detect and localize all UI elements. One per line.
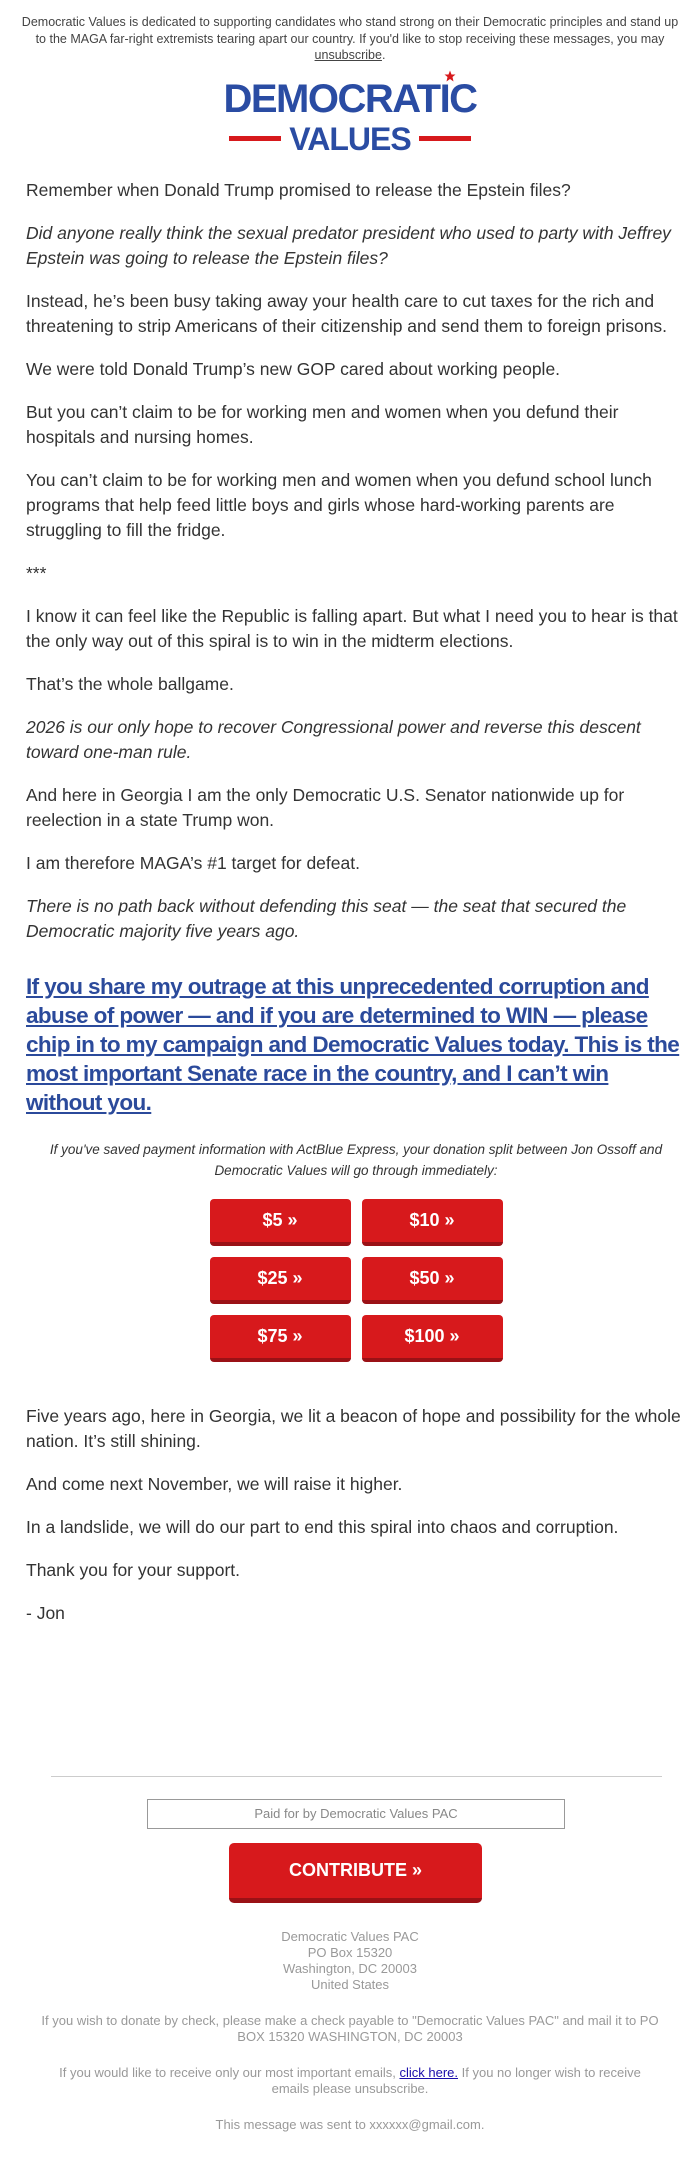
donate-75-button[interactable]: $75 » [210,1315,351,1362]
paragraph: And here in Georgia I am the only Democratic U.S. Senator nationwide up for reelection in a state Trump won. [26,784,625,830]
actblue-express-note: If you've saved payment information with ActBlue Express, your donation split between Jon Ossoff and Democratic Values will go through immediately: [49,1141,663,1178]
paragraph: That’s the whole ballgame. [26,673,234,694]
address-line: Washington, DC 20003 [283,1960,417,1976]
preferences-text: If you no longer wish to receive emails please unsubscribe. [271,2064,641,2096]
paragraph: Five years ago, here in Georgia, we lit a beacon of hope and possibility for the whole nation. It’s still shining. [26,1405,681,1451]
unsubscribe-link[interactable]: unsubscribe [314,48,382,62]
footer-divider [51,1776,662,1777]
paragraph: We were told Donald Trump’s new GOP cared about working people. [26,358,561,379]
check-instructions: If you wish to donate by check, please make a check payable to "Democratic Values PAC" and mail it to PO BOX 15320 WASHINGTON, DC 20003 [41,2012,659,2044]
donate-cta-link[interactable]: If you share my outrage at this unprecedented corruption and abuse of power — and if you are determined to WIN — please chip in to my campaign and Democratic Values today. This is the most important Senate race in the country, and I can’t win without you. [26,973,680,1115]
sent-to: This message was sent to xxxxxx@gmail.com. [215,2116,485,2132]
separator: *** [26,562,47,583]
paragraph: Thank you for your support. [26,1559,240,1580]
click-here-link[interactable]: click here. [399,2064,458,2080]
address-line: United States [310,1976,390,1992]
logo-line2: VALUES [289,120,411,157]
email-preferences [40,2065,660,2097]
address [40,1929,660,1993]
paragraph: 2026 is our only hope to recover Congressional power and reverse this descent toward one-man rule. [26,716,641,762]
paragraph: Did anyone really think the sexual predator president who used to party with Jeffrey Epstein was going to release the Epstein files? [26,222,671,268]
donation-amounts [26,1199,686,1362]
preferences-text: If you would like to receive only our most important emails, [59,2064,396,2080]
donate-100-button[interactable]: $100 » [362,1315,503,1362]
paragraph: But you can’t claim to be for working men and women when you defund their hospitals and nursing homes. [26,401,619,447]
paragraph: There is no path back without defending this seat — the seat that secured the Democratic majority five years ago. [26,895,627,941]
democratic-values-logo [222,78,478,156]
logo-line1-wrap [222,78,478,120]
footer-section [0,1776,700,2173]
paragraph: Remember when Donald Trump promised to release the Epstein files? [26,179,571,200]
red-bar-right [419,136,471,141]
preheader-text: Democratic Values is dedicated to supporting candidates who stand strong on their Democratic principles and stand up to the MAGA far-right extremists tearing apart our country. If you'd like to stop receiving these messages, you may [21,15,679,46]
donate-25-button[interactable]: $25 » [210,1257,351,1304]
paragraph: Instead, he’s been busy taking away your health care to cut taxes for the rich and threatening to strip Americans of their citizenship and send them to foreign prisons. [26,290,668,336]
paragraph: In a landslide, we will do our part to end this spiral into chaos and corruption. [26,1516,619,1537]
star-icon [444,70,456,82]
donate-5-button[interactable]: $5 » [210,1199,351,1246]
paragraph: And come next November, we will raise it higher. [26,1473,403,1494]
paragraph: I am therefore MAGA’s #1 target for defeat. [26,852,360,873]
logo-line1: DEMOCRATIC [223,76,477,121]
donate-10-button[interactable]: $10 » [362,1199,503,1246]
paragraph: I know it can feel like the Republic is falling apart. But what I need you to hear is that the only way out of this spiral is to win in the midterm elections. [26,605,678,651]
contribute-button[interactable]: CONTRIBUTE » [229,1843,482,1903]
address-line: Democratic Values PAC [281,1928,419,1944]
paid-for-box: Paid for by Democratic Values PAC [147,1799,565,1829]
email-body [26,178,686,1626]
signature: - Jon [26,1602,65,1623]
red-bar-left [229,136,281,141]
preheader [20,0,680,64]
logo-line2-wrap [222,122,478,156]
donate-50-button[interactable]: $50 » [362,1257,503,1304]
period: . [381,48,386,62]
address-line: PO Box 15320 [307,1944,393,1960]
paragraph: You can’t claim to be for working men and women when you defund school lunch programs that help feed little boys and girls whose hard-working parents are struggling to fill the fridge. [26,469,652,540]
footer [40,1929,660,2133]
